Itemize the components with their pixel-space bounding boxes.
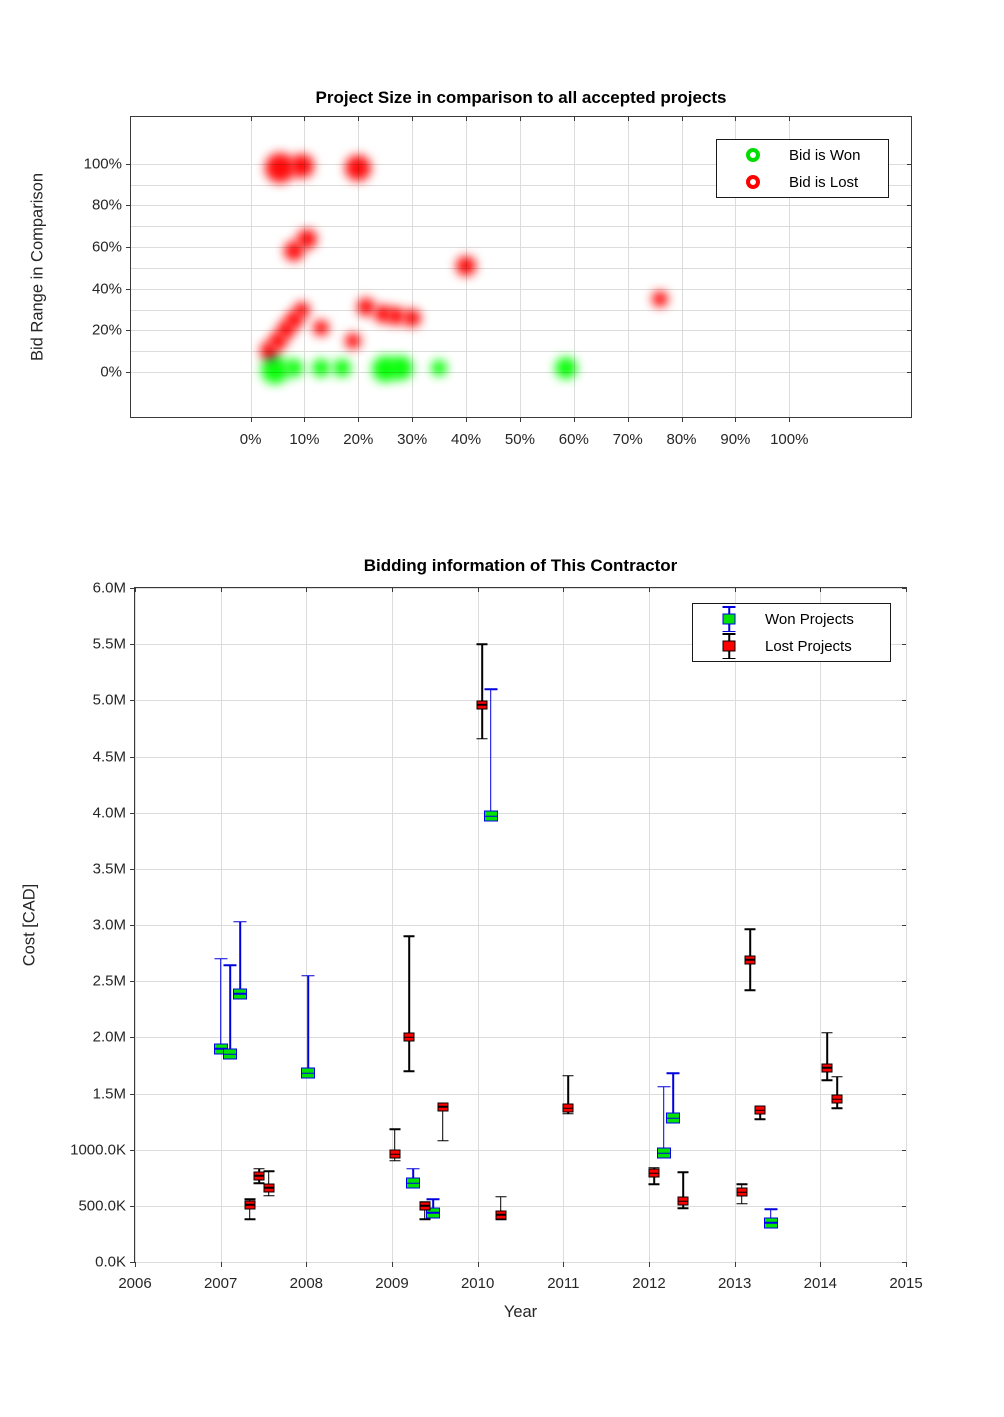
y-tick-mark [130,813,135,814]
errorbar-cap-lost [389,1160,400,1162]
x-tick-label: 2014 [803,1275,838,1292]
y-tick-mark [130,1094,135,1095]
errorbar-cap-lost [745,989,756,991]
marker-midline-won [657,1152,671,1154]
x-tick-label: 2006 [118,1275,152,1292]
errorbar-cap-won [764,1208,777,1210]
marker-lost [495,1210,506,1219]
y-tick-label: 6.0M [92,579,126,597]
marker-lost [745,955,756,964]
errorbar-cap-lost [832,1076,843,1078]
x-tick-mark [906,1262,907,1267]
legend-label: Lost Projects [765,637,852,655]
horizontal-gridline [135,1094,906,1095]
x-tick-label: 10% [289,431,320,448]
errorbar-cap-lost [244,1219,255,1221]
errorbar-cap-won [484,688,497,690]
horizontal-gridline [135,700,906,701]
vertical-gridline [906,588,907,1262]
y-tick-label: 20% [91,321,122,339]
marker-midline-won [764,1222,778,1224]
errorbar-whisker-lost [481,644,483,738]
x-tick-mark [135,1262,136,1267]
legend-label: Won Projects [765,610,854,628]
horizontal-gridline [135,1037,906,1038]
y-tick-label: 4.5M [92,748,126,765]
marker-midline-lost [822,1067,833,1069]
errorbar-whisker-won [229,965,231,1054]
errorbar-cap-won [302,975,315,977]
scatter-legend [716,139,889,198]
x-tick-label: 60% [558,431,589,448]
errorbar-whisker-lost [826,1033,828,1080]
legend-icon-cell [717,175,789,189]
glyph-square [723,641,736,652]
y-tick-mark-right [902,700,906,701]
errorbar-whisker-won [307,976,309,1074]
marker-midline-lost [736,1192,747,1194]
y-tick-mark-right [902,1094,906,1095]
x-tick-label: 50% [504,431,535,448]
marker-midline-lost [419,1205,430,1207]
errorbar-cap-lost [678,1207,689,1209]
x-tick-label: 2011 [547,1275,580,1292]
horizontal-gridline [135,925,906,926]
errorbar-cap-lost [495,1196,506,1198]
x-tick-mark-top [135,588,136,592]
y-tick-mark [130,981,135,982]
errorbar-chart-title: Bidding information of This Contractor [363,556,678,575]
y-tick-mark [130,700,135,701]
errorbar-cap-lost [678,1171,689,1173]
x-tick-label: 20% [343,431,374,448]
errorbar-whisker-lost [408,936,410,1071]
marker-midline-lost [745,959,756,961]
y-tick-mark [130,1262,135,1263]
x-tick-mark-top [649,588,650,592]
y-tick-label: 80% [91,196,122,214]
errorbar-cap-lost [832,1107,843,1109]
marker-lost [389,1150,400,1159]
errorbar-cap-won [214,958,227,960]
x-tick-mark-top [306,588,307,592]
marker-won [484,811,498,822]
errorbar-whisker-won [240,922,242,994]
errorbar-cap-lost [263,1195,274,1197]
errorbar-cap-lost [437,1140,448,1142]
legend-label: Bid is Lost [789,173,859,191]
glyph-cap-top [723,606,736,608]
horizontal-gridline [135,757,906,758]
errorbar-cap-won [657,1086,670,1088]
x-tick-mark-top [563,588,564,592]
x-tick-label: 2007 [203,1275,238,1292]
y-tick-label: 60% [91,238,122,256]
marker-won [233,988,247,999]
y-tick-mark-right [902,588,906,589]
marker-lost [755,1106,766,1115]
lost-errorbar-icon [722,633,737,659]
errorbar-x-axis-label: Year [503,1303,538,1321]
marker-won [406,1178,420,1189]
y-tick-mark [130,757,135,758]
x-tick-mark-top [392,588,393,592]
errorbar-cap-lost [822,1079,833,1081]
horizontal-gridline [135,869,906,870]
errorbar-cap-won [427,1198,440,1200]
y-tick-mark [130,869,135,870]
marker-midline-lost [404,1037,415,1039]
marker-lost [563,1104,574,1113]
y-tick-label: 1.5M [92,1085,126,1102]
x-tick-mark-top [906,588,907,592]
marker-midline-lost [263,1187,274,1189]
marker-midline-won [484,815,498,817]
marker-midline-lost [755,1110,766,1112]
errorbar-plot-area [70,579,923,1292]
marker-midline-lost [437,1106,448,1108]
errorbar-cap-lost [745,929,756,931]
x-tick-mark [735,1262,736,1267]
x-tick-mark [478,1262,479,1267]
marker-won [657,1148,671,1159]
marker-midline-lost [832,1098,843,1100]
errorbar-cap-lost [389,1129,400,1131]
legend-icon-cell [693,606,765,632]
marker-lost [678,1197,689,1206]
errorbar-cap-lost [649,1184,660,1186]
x-tick-label: 30% [397,431,428,448]
glyph-square [723,614,736,625]
y-tick-mark [130,1206,135,1207]
marker-lost [832,1095,843,1104]
y-tick-mark [130,1150,135,1151]
glyph-cap-top [723,633,736,635]
errorbar-cap-lost [755,1119,766,1121]
errorbar-whisker-won [663,1087,665,1153]
y-tick-label: 3.0M [92,916,126,934]
y-tick-mark-right [902,1037,906,1038]
marker-midline-lost [563,1107,574,1109]
glyph-cap-bottom [723,658,736,660]
errorbar-cap-won [407,1168,420,1170]
marker-lost [404,1033,415,1042]
y-tick-mark-right [902,1262,906,1263]
marker-midline-won [426,1212,440,1214]
scatter-chart-title: Project Size in comparison to all accepted projects [315,88,727,107]
horizontal-gridline [135,1262,906,1263]
errorbar-cap-lost [476,643,487,645]
y-tick-label: 3.5M [92,860,126,878]
glyph-cap-bottom [723,631,736,633]
errorbar-cap-lost [419,1219,430,1221]
y-tick-label: 4.0M [92,804,126,822]
errorbar-cap-lost [404,1070,415,1072]
marker-midline-won [406,1183,420,1185]
marker-lost [649,1169,660,1178]
y-tick-label: 40% [91,280,122,298]
marker-midline-lost [389,1153,400,1155]
marker-lost [476,700,487,709]
horizontal-gridline [135,813,906,814]
x-tick-label: 80% [666,431,697,448]
y-tick-label: 500.0K [78,1197,126,1215]
y-tick-mark-right [902,981,906,982]
x-tick-label: 2008 [289,1275,324,1292]
x-tick-label: 100% [770,431,809,448]
errorbar-whisker-won [220,959,222,1049]
marker-midline-lost [244,1204,255,1206]
x-tick-mark [306,1262,307,1267]
marker-lost [822,1063,833,1072]
y-tick-label: 1000.0K [70,1141,126,1159]
marker-midline-lost [495,1214,506,1216]
marker-lost [244,1200,255,1209]
y-tick-mark-right [902,869,906,870]
errorbar-cap-lost [822,1032,833,1034]
x-tick-mark [221,1262,222,1267]
marker-lost [263,1183,274,1192]
x-tick-label: 2009 [375,1275,409,1292]
errorbar-cap-lost [563,1075,574,1077]
x-tick-label: 2010 [460,1275,495,1292]
y-tick-label: 5.0M [92,691,126,709]
marker-won [764,1217,778,1228]
x-tick-mark-top [221,588,222,592]
x-tick-label: 0% [239,431,262,448]
marker-lost [437,1102,448,1111]
marker-midline-won [301,1073,315,1075]
legend-item-won [693,607,890,631]
errorbar-cap-lost [563,1113,574,1115]
x-tick-label: 70% [612,431,643,448]
scatter-y-axis-label: Bid Range in Comparison [28,172,47,362]
y-tick-mark-right [902,925,906,926]
won-errorbar-icon [722,606,737,632]
legend-icon-cell [717,148,789,162]
x-tick-mark-top [478,588,479,592]
x-tick-mark [820,1262,821,1267]
marker-midline-won [233,993,247,995]
marker-midline-lost [649,1173,660,1175]
marker-midline-lost [678,1201,689,1203]
marker-midline-lost [254,1175,265,1177]
lost-ring-icon [746,175,760,189]
legend-item-won [717,143,888,167]
y-tick-mark [130,588,135,589]
x-tick-mark [392,1262,393,1267]
marker-lost [419,1201,430,1210]
y-tick-mark [130,925,135,926]
y-tick-mark-right [902,813,906,814]
marker-midline-lost [476,704,487,706]
y-tick-mark-right [902,757,906,758]
legend-item-lost [693,634,890,658]
x-tick-mark-top [735,588,736,592]
x-tick-label: 40% [451,431,482,448]
errorbar-cap-won [666,1073,679,1075]
y-tick-mark-right [902,1206,906,1207]
errorbar-whisker-won [672,1073,674,1118]
errorbar-cap-lost [736,1203,747,1205]
errorbar-cap-won [234,921,247,923]
y-tick-label: 0.0K [95,1253,126,1271]
marker-won [666,1113,680,1124]
legend-item-lost [717,170,888,194]
y-tick-label: 100% [83,155,122,173]
x-tick-label: 2012 [632,1275,666,1292]
y-tick-label: 2.5M [92,972,126,990]
marker-midline-won [666,1117,680,1119]
marker-won [223,1049,237,1060]
marker-lost [254,1171,265,1180]
horizontal-gridline [135,588,906,589]
y-tick-mark [130,644,135,645]
marker-lost [736,1188,747,1197]
errorbar-whisker-won [490,689,492,816]
errorbar-cap-won [224,965,237,967]
y-tick-mark-right [902,1150,906,1151]
y-tick-mark-right [902,644,906,645]
errorbar-cap-lost [404,935,415,937]
errorbar-cap-lost [736,1184,747,1186]
y-tick-label: 5.5M [92,635,126,653]
x-tick-label: 2015 [889,1275,923,1292]
y-tick-label: 2.0M [92,1028,126,1046]
horizontal-gridline [135,981,906,982]
legend-icon-cell [693,633,765,659]
x-tick-label: 90% [720,431,751,448]
x-tick-mark [649,1262,650,1267]
legend-label: Bid is Won [789,146,861,164]
x-tick-mark [563,1262,564,1267]
x-tick-label: 2013 [717,1275,752,1292]
errorbar-legend [692,603,891,662]
marker-won [301,1068,315,1079]
y-tick-mark [130,1037,135,1038]
horizontal-gridline [135,1150,906,1151]
errorbar-y-axis-label: Cost [CAD] [20,883,39,967]
y-tick-label: 0% [100,363,122,381]
won-ring-icon [746,148,760,162]
marker-midline-won [223,1053,237,1055]
errorbar-cap-lost [476,738,487,740]
errorbar-cap-lost [263,1170,274,1172]
x-tick-mark-top [820,588,821,592]
